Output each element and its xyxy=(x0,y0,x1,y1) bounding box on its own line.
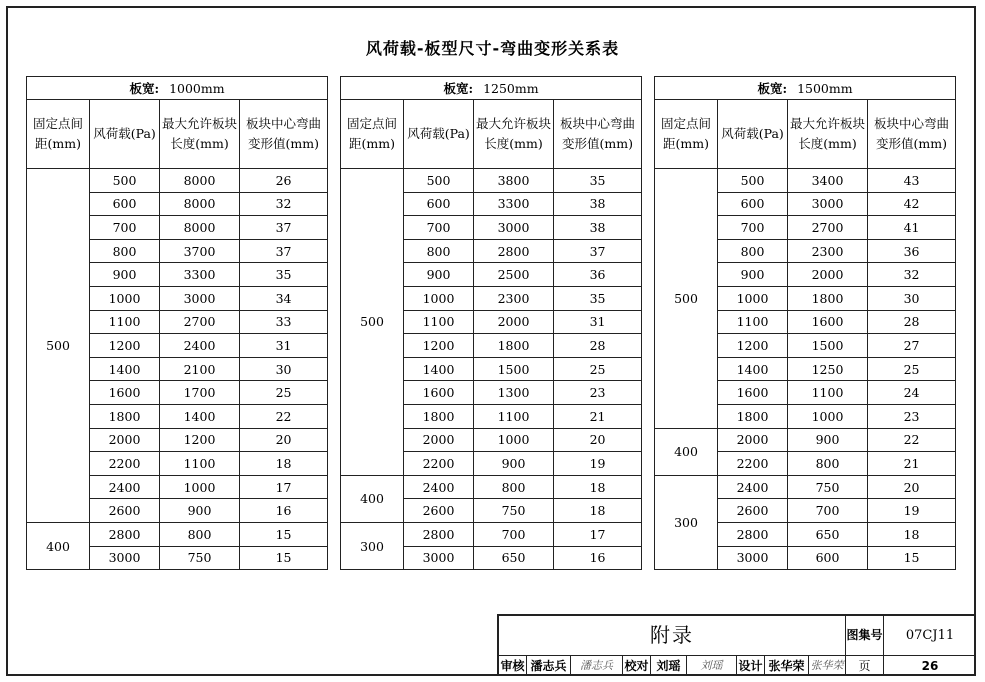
deflection-cell: 43 xyxy=(868,169,956,193)
deflection-cell: 25 xyxy=(868,357,956,381)
deflection-cell: 35 xyxy=(240,263,328,287)
wind-load-cell: 600 xyxy=(404,192,474,216)
deflection-cell: 27 xyxy=(868,334,956,358)
max-length-cell: 2500 xyxy=(474,263,554,287)
wind-load-cell: 900 xyxy=(718,263,788,287)
load-table-1250 xyxy=(340,76,642,570)
max-length-cell: 3800 xyxy=(474,169,554,193)
column-header-wind-load: 风荷载(Pa) xyxy=(718,100,788,169)
atlas-number: 07CJ11 xyxy=(905,628,955,643)
board-width-value: 1500mm xyxy=(797,81,853,96)
wind-load-cell: 1100 xyxy=(404,310,474,334)
board-width-header xyxy=(655,77,956,100)
max-length-cell: 8000 xyxy=(160,216,240,240)
column-header-deflection: 板块中心弯曲变形值(mm) xyxy=(868,100,956,169)
deflection-cell: 21 xyxy=(554,404,642,428)
max-length-cell: 1500 xyxy=(474,357,554,381)
max-length-cell: 2300 xyxy=(788,239,868,263)
table-row xyxy=(655,169,956,193)
title-block xyxy=(497,614,976,676)
board-width-label: 板宽: xyxy=(443,81,474,96)
deflection-cell: 26 xyxy=(240,169,328,193)
deflection-cell: 38 xyxy=(554,192,642,216)
wind-load-cell: 1100 xyxy=(90,310,160,334)
reviewer-signature: 潘志兵 xyxy=(571,656,623,676)
load-table-1500 xyxy=(654,76,956,570)
deflection-cell: 35 xyxy=(554,286,642,310)
max-length-cell: 2700 xyxy=(788,216,868,240)
max-length-cell: 1000 xyxy=(474,428,554,452)
deflection-cell: 20 xyxy=(554,428,642,452)
wind-load-cell: 2800 xyxy=(718,522,788,546)
max-length-cell: 800 xyxy=(474,475,554,499)
wind-load-cell: 1800 xyxy=(718,404,788,428)
load-table-1000 xyxy=(26,76,328,570)
wind-load-cell: 2200 xyxy=(404,452,474,476)
max-length-cell: 600 xyxy=(788,546,868,570)
wind-load-cell: 1600 xyxy=(90,381,160,405)
max-length-cell: 3700 xyxy=(160,239,240,263)
deflection-cell: 18 xyxy=(554,499,642,523)
deflection-cell: 31 xyxy=(554,310,642,334)
max-length-cell: 2000 xyxy=(788,263,868,287)
deflection-cell: 15 xyxy=(868,546,956,570)
wind-load-cell: 2600 xyxy=(90,499,160,523)
wind-load-cell: 2400 xyxy=(718,475,788,499)
max-length-cell: 3300 xyxy=(160,263,240,287)
deflection-cell: 18 xyxy=(240,452,328,476)
wind-load-cell: 1800 xyxy=(90,404,160,428)
deflection-cell: 30 xyxy=(868,286,956,310)
board-width-value: 1250mm xyxy=(483,81,539,96)
deflection-cell: 34 xyxy=(240,286,328,310)
max-length-cell: 800 xyxy=(160,522,240,546)
max-length-cell: 1600 xyxy=(788,310,868,334)
table-row xyxy=(341,522,642,546)
deflection-cell: 41 xyxy=(868,216,956,240)
wind-load-cell: 2000 xyxy=(90,428,160,452)
fix-distance-cell: 400 xyxy=(27,522,90,569)
max-length-cell: 2100 xyxy=(160,357,240,381)
max-length-cell: 700 xyxy=(788,499,868,523)
deflection-cell: 36 xyxy=(868,239,956,263)
column-header-wind-load: 风荷载(Pa) xyxy=(90,100,160,169)
deflection-cell: 36 xyxy=(554,263,642,287)
wind-load-cell: 2400 xyxy=(404,475,474,499)
page-number: 26 xyxy=(921,659,939,673)
wind-load-cell: 1000 xyxy=(404,286,474,310)
wind-load-cell: 1400 xyxy=(90,357,160,381)
max-length-cell: 650 xyxy=(788,522,868,546)
table-row xyxy=(27,522,328,546)
max-length-cell: 1800 xyxy=(788,286,868,310)
deflection-cell: 23 xyxy=(554,381,642,405)
deflection-cell: 25 xyxy=(240,381,328,405)
wind-load-cell: 1200 xyxy=(404,334,474,358)
max-length-cell: 750 xyxy=(474,499,554,523)
wind-load-cell: 2800 xyxy=(90,522,160,546)
checker-signature: 刘瑶 xyxy=(687,656,737,676)
max-length-cell: 750 xyxy=(788,475,868,499)
deflection-cell: 23 xyxy=(868,404,956,428)
fix-distance-cell: 500 xyxy=(341,169,404,476)
max-length-cell: 900 xyxy=(474,452,554,476)
max-length-cell: 800 xyxy=(788,452,868,476)
max-length-cell: 1300 xyxy=(474,381,554,405)
deflection-cell: 20 xyxy=(240,428,328,452)
wind-load-cell: 700 xyxy=(718,216,788,240)
max-length-cell: 3300 xyxy=(474,192,554,216)
wind-load-cell: 800 xyxy=(90,239,160,263)
wind-load-cell: 2600 xyxy=(404,499,474,523)
max-length-cell: 3000 xyxy=(160,286,240,310)
deflection-cell: 28 xyxy=(554,334,642,358)
max-length-cell: 2800 xyxy=(474,239,554,263)
wind-load-cell: 2800 xyxy=(404,522,474,546)
wind-load-cell: 3000 xyxy=(404,546,474,570)
max-length-cell: 2300 xyxy=(474,286,554,310)
deflection-cell: 24 xyxy=(868,381,956,405)
max-length-cell: 2000 xyxy=(474,310,554,334)
table-row xyxy=(341,169,642,193)
wind-load-cell: 500 xyxy=(718,169,788,193)
deflection-cell: 35 xyxy=(554,169,642,193)
wind-load-cell: 1200 xyxy=(718,334,788,358)
wind-load-cell: 1600 xyxy=(404,381,474,405)
designer-name: 张华荣 xyxy=(765,656,809,676)
board-width-header xyxy=(27,77,328,100)
wind-load-cell: 600 xyxy=(90,192,160,216)
max-length-cell: 700 xyxy=(474,522,554,546)
max-length-cell: 1700 xyxy=(160,381,240,405)
fix-distance-cell: 500 xyxy=(655,169,718,429)
fix-distance-cell: 400 xyxy=(341,475,404,522)
fix-distance-cell: 300 xyxy=(341,522,404,569)
wind-load-cell: 1200 xyxy=(90,334,160,358)
deflection-cell: 15 xyxy=(240,546,328,570)
max-length-cell: 900 xyxy=(788,428,868,452)
table-row xyxy=(341,475,642,499)
wind-load-cell: 900 xyxy=(90,263,160,287)
table-row xyxy=(655,475,956,499)
max-length-cell: 1000 xyxy=(160,475,240,499)
table-row xyxy=(655,428,956,452)
fix-distance-cell: 500 xyxy=(27,169,90,523)
wind-load-cell: 600 xyxy=(718,192,788,216)
max-length-cell: 1100 xyxy=(788,381,868,405)
max-length-cell: 650 xyxy=(474,546,554,570)
review-label: 审核 xyxy=(499,656,527,676)
board-width-header xyxy=(341,77,642,100)
wind-load-cell: 1600 xyxy=(718,381,788,405)
max-length-cell: 2700 xyxy=(160,310,240,334)
deflection-cell: 31 xyxy=(240,334,328,358)
max-length-cell: 2400 xyxy=(160,334,240,358)
deflection-cell: 22 xyxy=(240,404,328,428)
deflection-cell: 32 xyxy=(240,192,328,216)
max-length-cell: 8000 xyxy=(160,169,240,193)
deflection-cell: 42 xyxy=(868,192,956,216)
max-length-cell: 8000 xyxy=(160,192,240,216)
max-length-cell: 1250 xyxy=(788,357,868,381)
max-length-cell: 1200 xyxy=(160,428,240,452)
section-name: 附录 xyxy=(499,616,846,655)
column-header-max-length: 最大允许板块长度(mm) xyxy=(474,100,554,169)
wind-load-cell: 1800 xyxy=(404,404,474,428)
wind-load-cell: 1400 xyxy=(718,357,788,381)
atlas-label: 图集号 xyxy=(846,616,884,655)
max-length-cell: 3000 xyxy=(474,216,554,240)
wind-load-cell: 2000 xyxy=(718,428,788,452)
deflection-cell: 19 xyxy=(554,452,642,476)
deflection-cell: 28 xyxy=(868,310,956,334)
column-header-fix-distance: 固定点间 距(mm) xyxy=(27,100,90,169)
column-header-fix-distance: 固定点间 距(mm) xyxy=(655,100,718,169)
wind-load-cell: 800 xyxy=(404,239,474,263)
deflection-cell: 16 xyxy=(554,546,642,570)
deflection-cell: 18 xyxy=(868,522,956,546)
deflection-cell: 19 xyxy=(868,499,956,523)
max-length-cell: 1500 xyxy=(788,334,868,358)
deflection-cell: 17 xyxy=(240,475,328,499)
fix-distance-cell: 400 xyxy=(655,428,718,475)
page-title: 风荷载-板型尺寸-弯曲变形关系表 xyxy=(365,39,620,58)
column-header-deflection: 板块中心弯曲变形值(mm) xyxy=(240,100,328,169)
deflection-cell: 16 xyxy=(240,499,328,523)
wind-load-cell: 2000 xyxy=(404,428,474,452)
check-label: 校对 xyxy=(623,656,651,676)
deflection-cell: 30 xyxy=(240,357,328,381)
wind-load-cell: 700 xyxy=(404,216,474,240)
deflection-cell: 25 xyxy=(554,357,642,381)
wind-load-cell: 800 xyxy=(718,239,788,263)
board-width-label: 板宽: xyxy=(757,81,788,96)
deflection-cell: 15 xyxy=(240,522,328,546)
deflection-cell: 37 xyxy=(240,239,328,263)
deflection-cell: 37 xyxy=(240,216,328,240)
max-length-cell: 1100 xyxy=(160,452,240,476)
max-length-cell: 1800 xyxy=(474,334,554,358)
wind-load-cell: 500 xyxy=(90,169,160,193)
board-width-value: 1000mm xyxy=(169,81,225,96)
wind-load-cell: 1400 xyxy=(404,357,474,381)
page-label: 页 xyxy=(846,656,884,676)
wind-load-cell: 1000 xyxy=(718,286,788,310)
fix-distance-cell: 300 xyxy=(655,475,718,569)
wind-load-cell: 2600 xyxy=(718,499,788,523)
wind-load-cell: 2400 xyxy=(90,475,160,499)
max-length-cell: 900 xyxy=(160,499,240,523)
column-header-max-length: 最大允许板块长度(mm) xyxy=(788,100,868,169)
wind-load-cell: 3000 xyxy=(90,546,160,570)
deflection-cell: 18 xyxy=(554,475,642,499)
deflection-cell: 21 xyxy=(868,452,956,476)
max-length-cell: 750 xyxy=(160,546,240,570)
designer-signature: 张华荣 xyxy=(809,656,846,676)
wind-load-cell: 1000 xyxy=(90,286,160,310)
deflection-cell: 22 xyxy=(868,428,956,452)
column-header-wind-load: 风荷载(Pa) xyxy=(404,100,474,169)
wind-load-cell: 700 xyxy=(90,216,160,240)
max-length-cell: 3000 xyxy=(788,192,868,216)
checker-name: 刘瑶 xyxy=(651,656,687,676)
column-header-deflection: 板块中心弯曲变形值(mm) xyxy=(554,100,642,169)
wind-load-cell: 500 xyxy=(404,169,474,193)
board-width-label: 板宽: xyxy=(129,81,160,96)
reviewer-name: 潘志兵 xyxy=(527,656,571,676)
max-length-cell: 1100 xyxy=(474,404,554,428)
max-length-cell: 3400 xyxy=(788,169,868,193)
deflection-cell: 20 xyxy=(868,475,956,499)
design-label: 设计 xyxy=(737,656,765,676)
wind-load-cell: 900 xyxy=(404,263,474,287)
deflection-cell: 33 xyxy=(240,310,328,334)
deflection-cell: 32 xyxy=(868,263,956,287)
wind-load-cell: 3000 xyxy=(718,546,788,570)
wind-load-cell: 1100 xyxy=(718,310,788,334)
max-length-cell: 1400 xyxy=(160,404,240,428)
wind-load-cell: 2200 xyxy=(718,452,788,476)
deflection-cell: 38 xyxy=(554,216,642,240)
max-length-cell: 1000 xyxy=(788,404,868,428)
deflection-cell: 37 xyxy=(554,239,642,263)
table-row xyxy=(27,169,328,193)
wind-load-cell: 2200 xyxy=(90,452,160,476)
column-header-max-length: 最大允许板块长度(mm) xyxy=(160,100,240,169)
column-header-fix-distance: 固定点间 距(mm) xyxy=(341,100,404,169)
deflection-cell: 17 xyxy=(554,522,642,546)
